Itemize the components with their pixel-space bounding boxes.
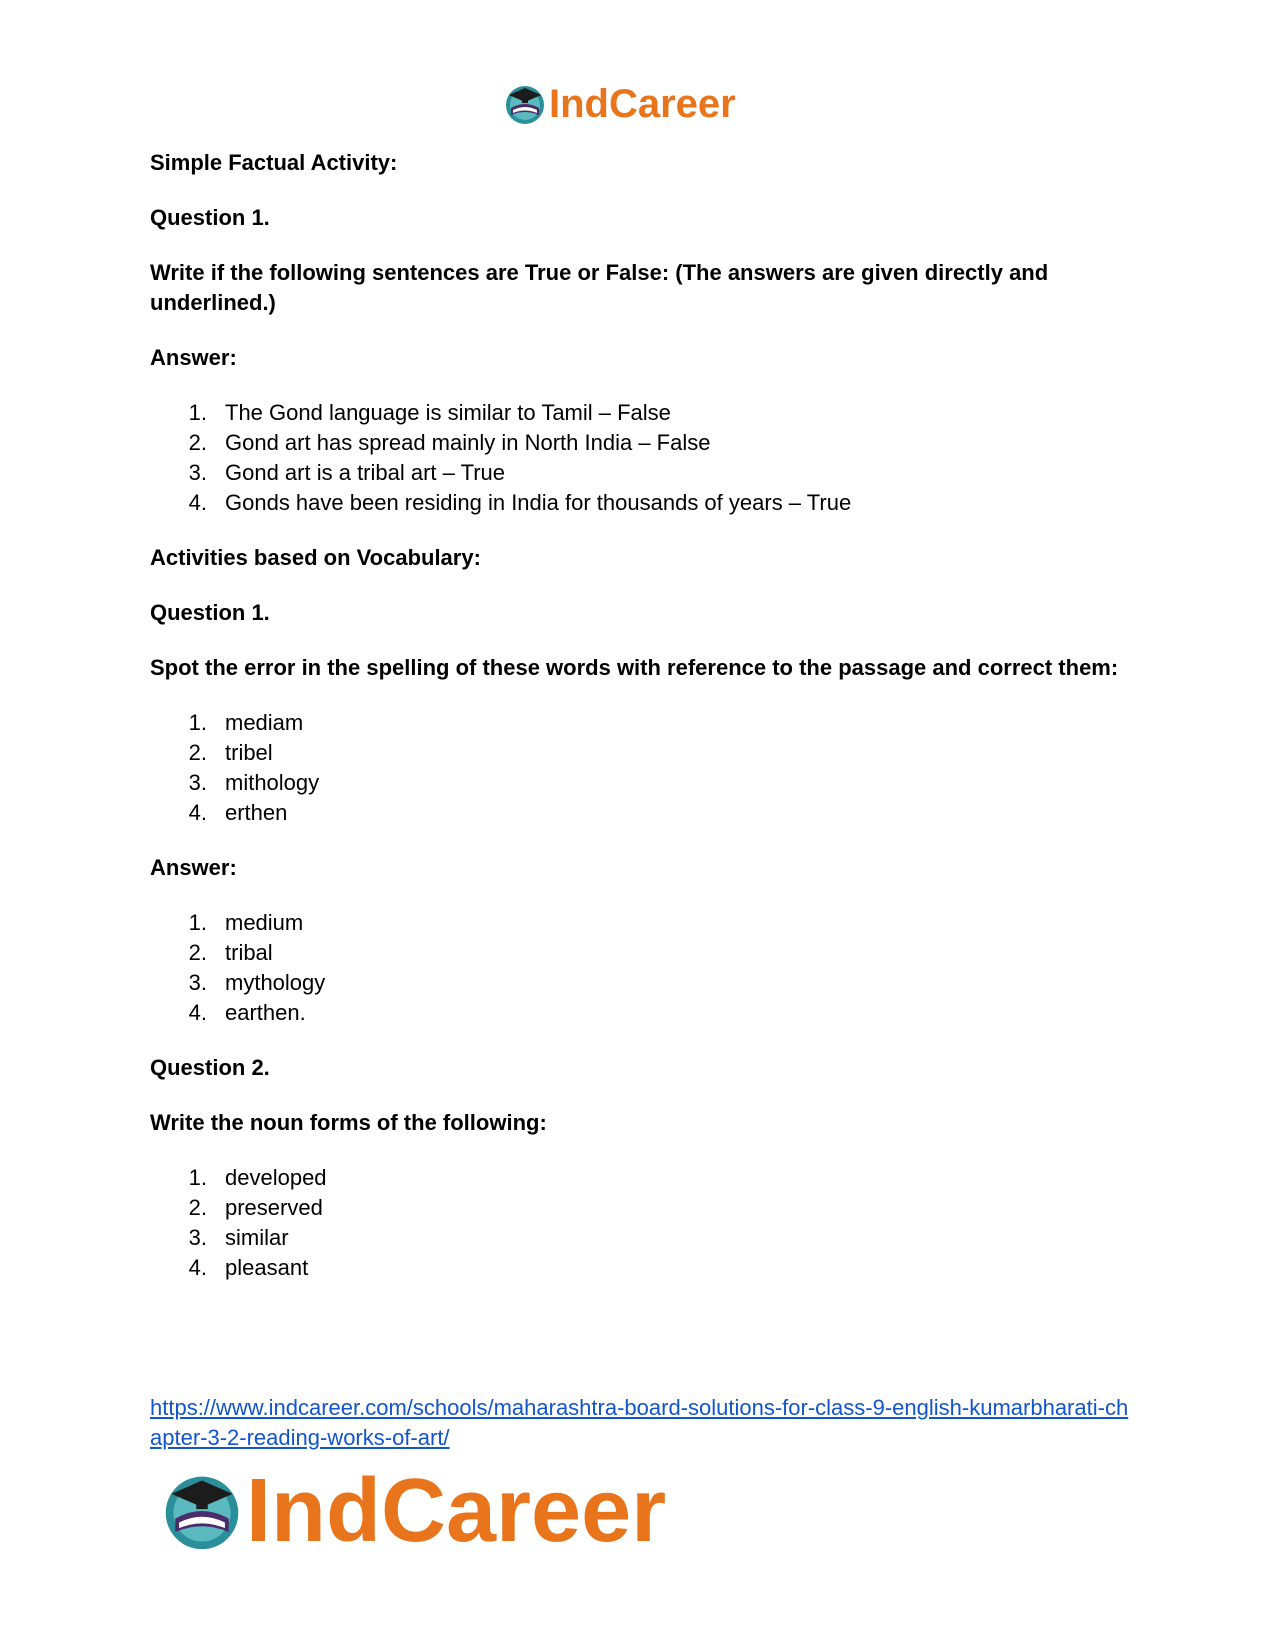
list-number: 1. bbox=[188, 910, 207, 935]
question-text: Spot the error in the spelling of these words with reference to the passage and correct them: bbox=[150, 655, 1119, 680]
list-number: 4. bbox=[188, 1255, 207, 1280]
list-item-text: tribel bbox=[225, 740, 273, 765]
list-number: 3. bbox=[188, 1225, 207, 1250]
list-item bbox=[150, 798, 1130, 828]
list-item bbox=[150, 738, 1130, 768]
answer-label: Answer: bbox=[150, 345, 237, 370]
graduation-globe-icon bbox=[503, 82, 547, 126]
question-label: Question 1. bbox=[150, 205, 270, 230]
list-number: 2. bbox=[188, 940, 207, 965]
corrected-words-list bbox=[150, 908, 1130, 1028]
logo-text: IndCareer bbox=[549, 82, 736, 126]
question-text: Write the noun forms of the following: bbox=[150, 1110, 547, 1135]
list-item bbox=[150, 398, 1130, 428]
list-item-text: erthen bbox=[225, 800, 288, 825]
list-item-text: mithology bbox=[225, 770, 320, 795]
list-item-text: medium bbox=[225, 910, 304, 935]
question-text: Write if the following sentences are True or False: (The answers are given directly and underlined.) bbox=[150, 260, 1049, 315]
list-item bbox=[150, 998, 1130, 1028]
list-item-text: mediam bbox=[225, 710, 304, 735]
list-number: 1. bbox=[188, 710, 207, 735]
list-number: 4. bbox=[188, 800, 207, 825]
source-link[interactable]: https://www.indcareer.com/schools/maharashtra-board-solutions-for-class-9-english-kumarbharati-chapter-3-2-reading-works-of-art/ bbox=[150, 1395, 1129, 1450]
question-label: Question 1. bbox=[150, 600, 270, 625]
list-item-text: Gond art has spread mainly in North India – False bbox=[225, 430, 711, 455]
section-title: Activities based on Vocabulary: bbox=[150, 545, 481, 570]
list-item bbox=[150, 458, 1130, 488]
list-item bbox=[150, 908, 1130, 938]
list-item-text: mythology bbox=[225, 970, 326, 995]
list-item bbox=[150, 938, 1130, 968]
list-item-text: similar bbox=[225, 1225, 289, 1250]
list-item-text: pleasant bbox=[225, 1255, 309, 1280]
list-number: 3. bbox=[188, 460, 207, 485]
list-item-text: Gonds have been residing in India for thousands of years – True bbox=[225, 490, 852, 515]
answer-label: Answer: bbox=[150, 855, 237, 880]
list-item bbox=[150, 1163, 1130, 1193]
list-item bbox=[150, 708, 1130, 738]
list-item-text: Gond art is a tribal art – True bbox=[225, 460, 506, 485]
list-item bbox=[150, 488, 1130, 518]
list-item-text: The Gond language is similar to Tamil – False bbox=[225, 400, 671, 425]
list-item-text: preserved bbox=[225, 1195, 323, 1220]
list-number: 4. bbox=[188, 1000, 207, 1025]
logo-text: IndCareer bbox=[246, 1461, 667, 1561]
main-content bbox=[150, 148, 1130, 1308]
question-label: Question 2. bbox=[150, 1055, 270, 1080]
list-item bbox=[150, 1223, 1130, 1253]
list-number: 2. bbox=[188, 1195, 207, 1220]
list-item bbox=[150, 428, 1130, 458]
list-number: 2. bbox=[188, 740, 207, 765]
list-number: 3. bbox=[188, 770, 207, 795]
true-false-answer-list bbox=[150, 398, 1130, 518]
list-number: 4. bbox=[188, 490, 207, 515]
list-item bbox=[150, 1193, 1130, 1223]
graduation-globe-icon bbox=[160, 1469, 244, 1553]
list-number: 2. bbox=[188, 430, 207, 455]
footer-logo bbox=[160, 1461, 667, 1561]
list-number: 1. bbox=[188, 1165, 207, 1190]
list-item bbox=[150, 768, 1130, 798]
list-item bbox=[150, 1253, 1130, 1283]
list-item-text: earthen. bbox=[225, 1000, 306, 1025]
list-number: 3. bbox=[188, 970, 207, 995]
misspelled-words-list bbox=[150, 708, 1130, 828]
section-title: Simple Factual Activity: bbox=[150, 150, 398, 175]
list-item-text: developed bbox=[225, 1165, 327, 1190]
header-logo bbox=[503, 80, 736, 128]
noun-forms-list bbox=[150, 1163, 1130, 1283]
list-item-text: tribal bbox=[225, 940, 273, 965]
list-item bbox=[150, 968, 1130, 998]
list-number: 1. bbox=[188, 400, 207, 425]
